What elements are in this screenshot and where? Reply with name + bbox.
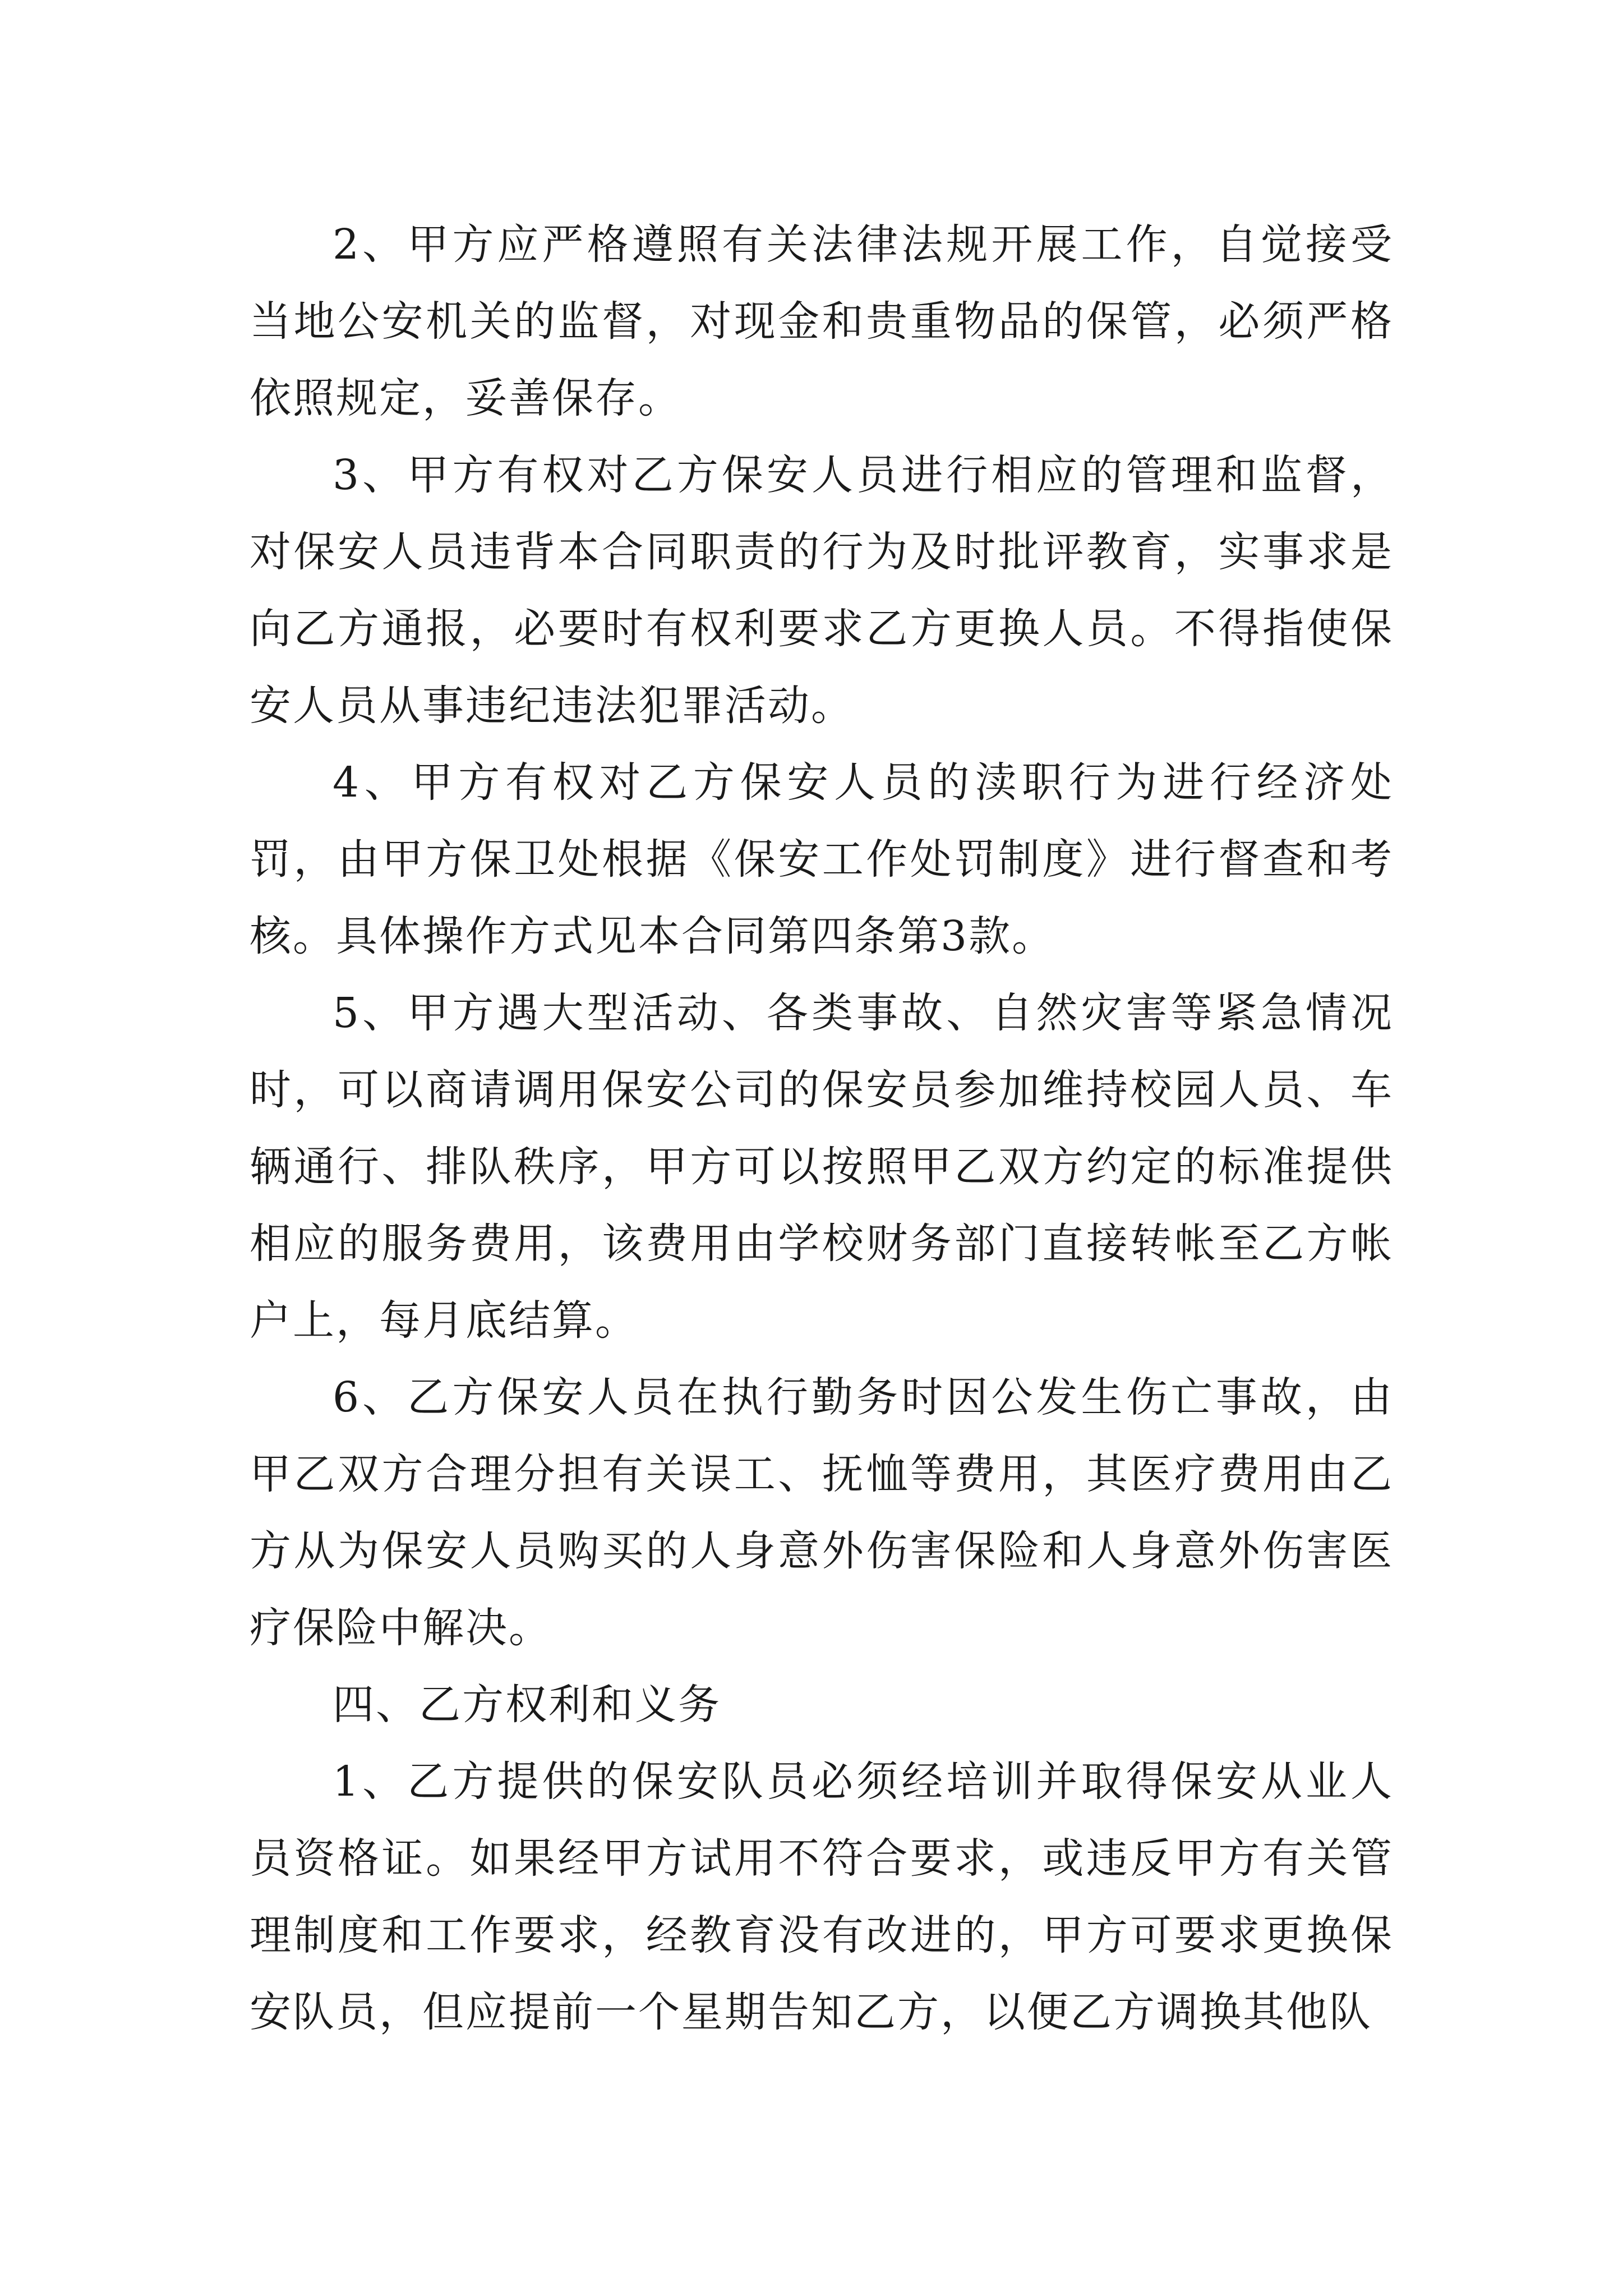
document-body: [250, 206, 1394, 2051]
paragraph-clause-3: 3、甲方有权对乙方保安人员进行相应的管理和监督，对保安人员违背本合同职责的行为及时批评教育，实事求是向乙方通报，必要时有权利要求乙方更换人员。不得指使保安人员从事违纪违法犯罪活动。: [250, 451, 1394, 730]
section-heading: 四、乙方权利和义务: [333, 1681, 721, 1729]
paragraph-clause-2: 2、甲方应严格遵照有关法律法规开展工作，自觉接受当地公安机关的监督，对现金和贵重物品的保管，必须严格依照规定，妥善保存。: [250, 220, 1394, 422]
paragraph-section-4-clause-1: 1、乙方提供的保安队员必须经培训并取得保安从业人员资格证。如果经甲方试用不符合要求，或违反甲方有关管理制度和工作要求，经教育没有改进的，甲方可要求更换保安队员，但应提前一个星期告知乙方，以便乙方调换其他队: [250, 1757, 1394, 2036]
paragraph-clause-5: 5、甲方遇大型活动、各类事故、自然灾害等紧急情况时，可以商请调用保安公司的保安员参加维持校园人员、车辆通行、排队秩序，甲方可以按照甲乙双方约定的标准提供相应的服务费用，该费用由学校财务部门直接转帐至乙方帐户上，每月底结算。: [250, 989, 1394, 1345]
paragraph-clause-6: 6、乙方保安人员在执行勤务时因公发生伤亡事故，由甲乙双方合理分担有关误工、抚恤等费用，其医疗费用由乙方从为保安人员购买的人身意外伤害保险和人身意外伤害医疗保险中解决。: [250, 1373, 1394, 1652]
paragraph-clause-4: 4、甲方有权对乙方保安人员的渎职行为进行经济处罚，由甲方保卫处根据《保安工作处罚制度》进行督查和考核。具体操作方式见本合同第四条第3款。: [250, 758, 1394, 960]
